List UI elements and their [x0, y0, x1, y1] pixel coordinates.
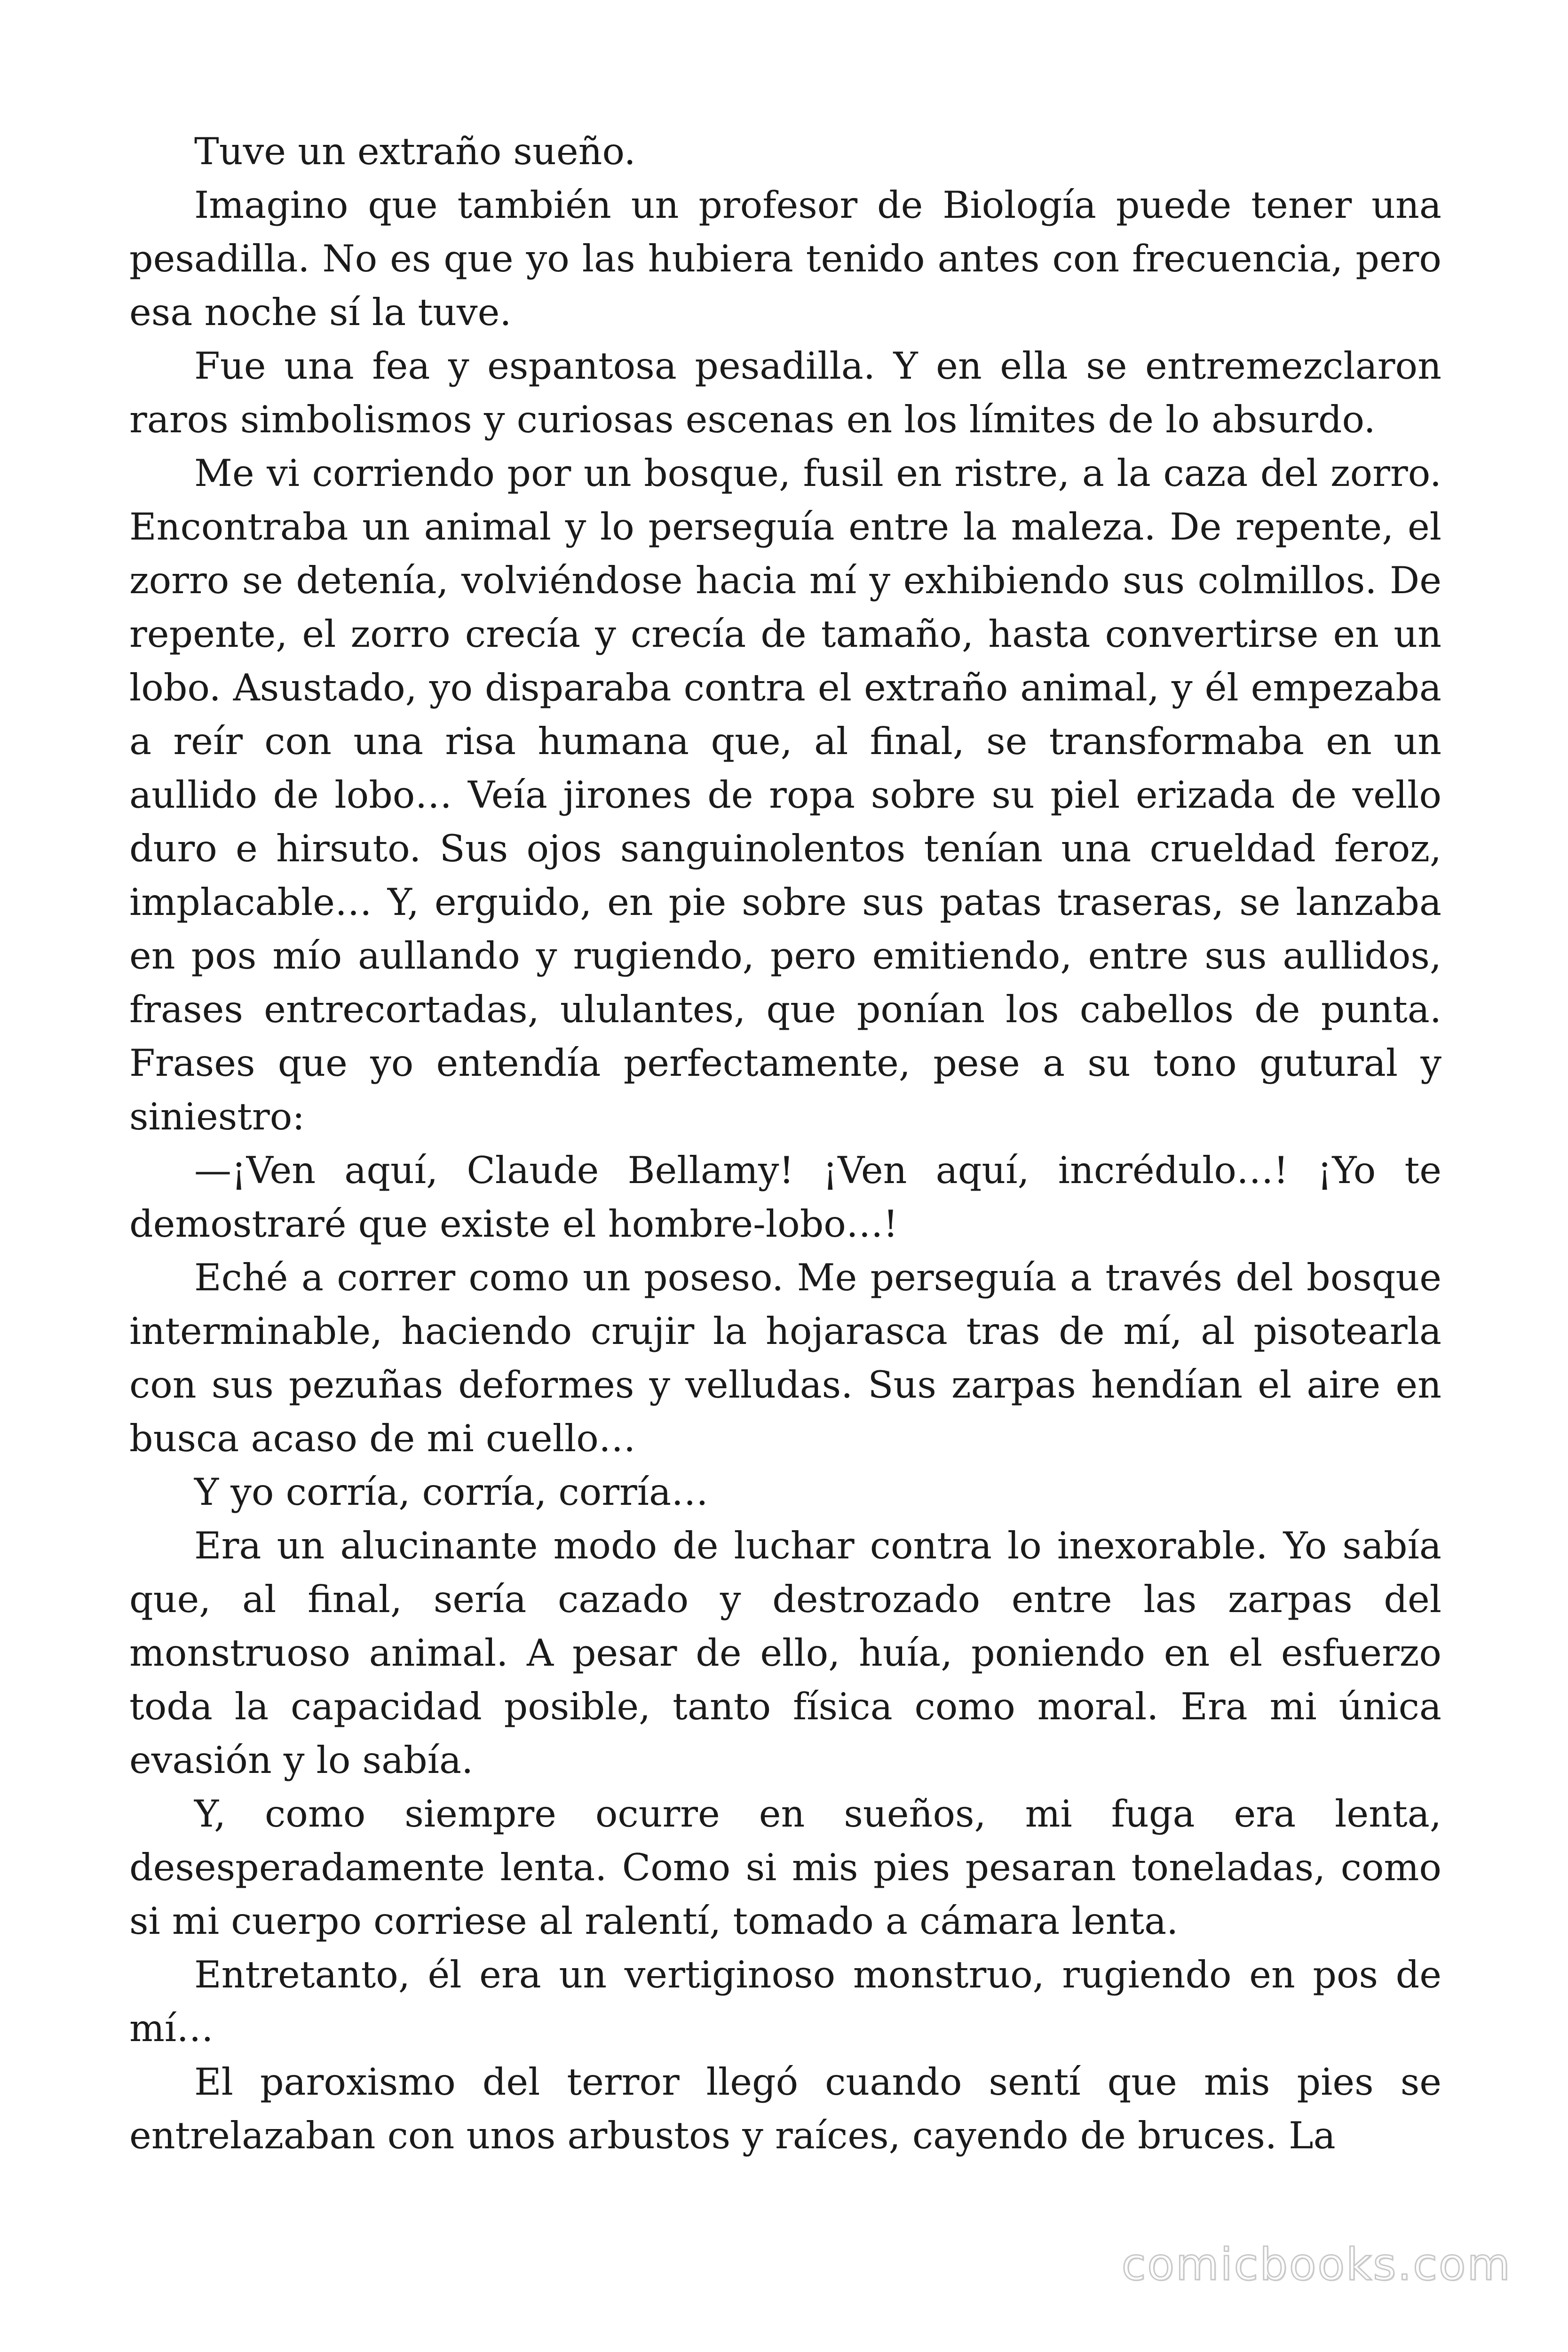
- paragraph: Era un alucinante modo de luchar contra lo inexorable. Yo sabía que, al final, sería cazado y destrozado entre las zarpas del monstruoso animal. A pesar de ello, huía, poniendo en el esfuerzo toda la capacidad posible, tanto física como moral. Era mi única evasión y lo sabía.: [129, 1524, 1441, 1782]
- paragraph: Fue una fea y espantosa pesadilla. Y en ella se entremezclaron raros simbolismos y curiosas escenas en los límites de lo absurdo.: [129, 344, 1441, 441]
- paragraph: —¡Ven aquí, Claude Bellamy! ¡Ven aquí, incrédulo…! ¡Yo te demostraré que existe el hombre-lobo…!: [129, 1149, 1441, 1246]
- paragraph: Entretanto, él era un vertiginoso monstruo, rugiendo en pos de mí…: [129, 1953, 1441, 2050]
- paragraph: Me vi corriendo por un bosque, fusil en ristre, a la caza del zorro. Encontraba un animal y lo perseguía entre la maleza. De repente, el zorro se detenía, volviéndose hacia mí y exhibiendo sus colmillos. De repente, el zorro crecía y crecía de tamaño, hasta convertirse en un lobo. Asustado, yo disparaba contra el extraño animal, y él empezaba a reír con una risa humana que, al final, se transformaba en un aullido de lobo… Veía jirones de ropa sobre su piel erizada de vello duro e hirsuto. Sus ojos sanguinolentos tenían una crueldad feroz, implacable… Y, erguido, en pie sobre sus patas traseras, se lanzaba en pos mío aullando y rugiendo, pero emitiendo, entre sus aullidos, frases entrecortadas, ululantes, que ponían los cabellos de punta. Frases que yo entendía perfectamente, pese a su tono gutural y siniestro:: [129, 452, 1441, 1138]
- body-text: [129, 125, 1441, 2162]
- paragraph: Y yo corría, corría, corría…: [194, 1470, 709, 1514]
- paragraph: Eché a correr como un poseso. Me perseguía a través del bosque interminable, haciendo crujir la hojarasca tras de mí, al pisotearla con sus pezuñas deformes y velludas. Sus zarpas hendían el aire en busca acaso de mi cuello…: [129, 1256, 1441, 1460]
- paragraph: Y, como siempre ocurre en sueños, mi fuga era lenta, desesperadamente lenta. Como si mis pies pesaran toneladas, como si mi cuerpo corriese al ralentí, tomado a cámara lenta.: [129, 1792, 1441, 1943]
- watermark: comicbooks.com: [1121, 2239, 1512, 2290]
- paragraph: Imagino que también un profesor de Biología puede tener una pesadilla. No es que yo las hubiera tenido antes con frecuencia, pero esa noche sí la tuve.: [129, 183, 1441, 334]
- paragraph: Tuve un extraño sueño.: [194, 130, 636, 173]
- paragraph: El paroxismo del terror llegó cuando sentí que mis pies se entrelazaban con unos arbustos y raíces, cayendo de bruces. La: [129, 2060, 1441, 2157]
